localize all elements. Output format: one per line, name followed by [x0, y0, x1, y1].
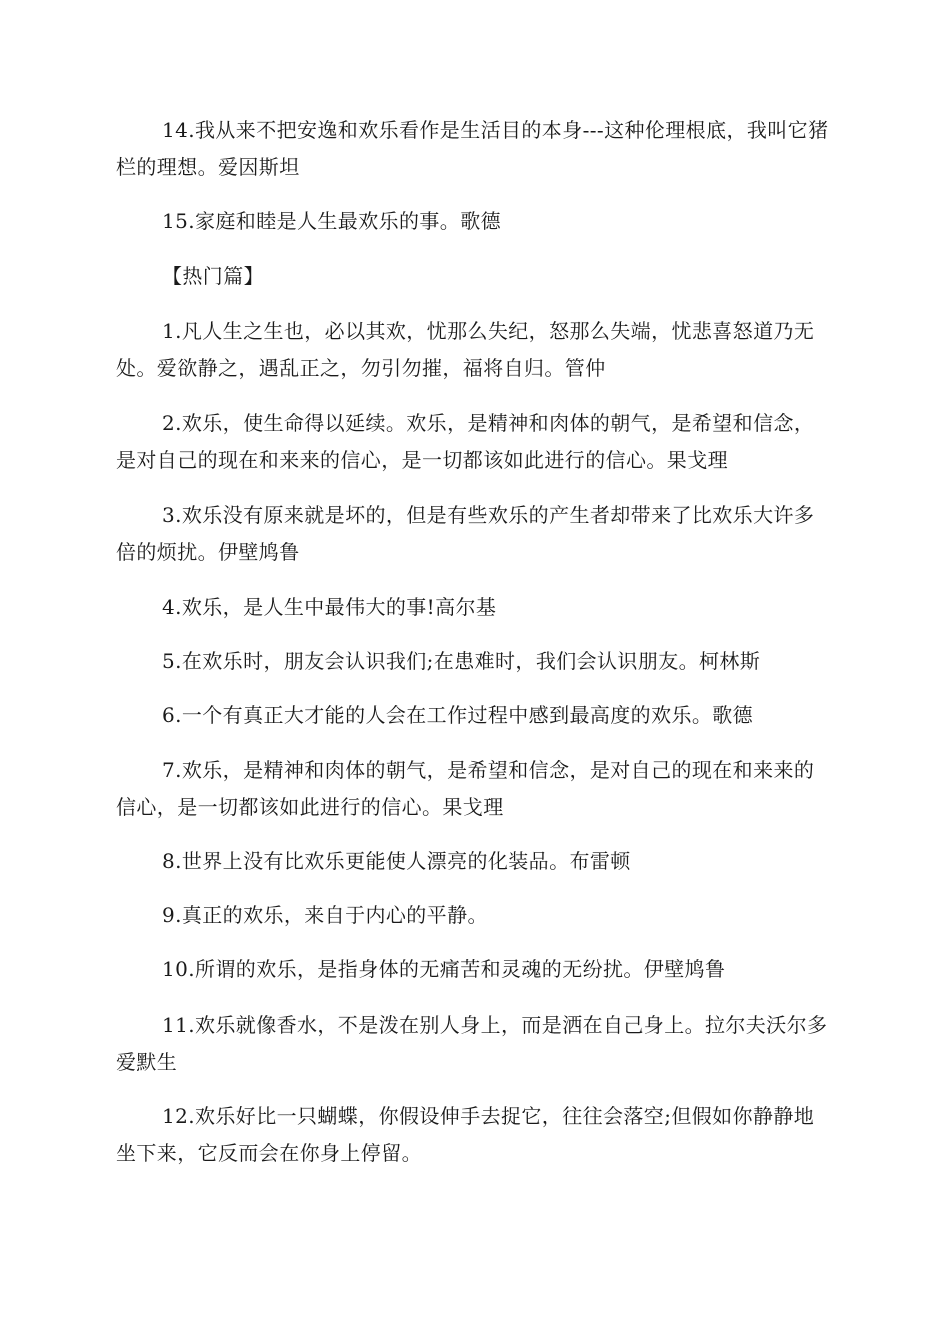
quote-1: 1.凡人生之生也，必以其欢，忧那么失纪，怒那么失端，忧悲喜怒道乃无处。爱欲静之，遇乱正之，勿引勿摧，福将自归。管仲 — [116, 319, 815, 380]
quote-9: 9.真正的欢乐，来自于内心的平静。 — [162, 903, 488, 927]
quote-2: 2.欢乐，使生命得以延续。欢乐，是精神和肉体的朝气，是希望和信念，是对自己的现在和来来的信心，是一切都该如此进行的信心。果戈理 — [116, 411, 815, 472]
quote-7: 7.欢乐，是精神和肉体的朝气，是希望和信念，是对自己的现在和来来的信心，是一切都该如此进行的信心。果戈理 — [116, 758, 815, 819]
quote-5: 5.在欢乐时，朋友会认识我们;在患难时，我们会认识朋友。柯林斯 — [162, 649, 761, 673]
quote-4: 4.欢乐，是人生中最伟大的事!高尔基 — [162, 595, 497, 619]
quote-12: 12.欢乐好比一只蝴蝶，你假设伸手去捉它，往往会落空;但假如你静静地坐下来，它反而会在你身上停留。 — [116, 1104, 815, 1165]
quote-3: 3.欢乐没有原来就是坏的，但是有些欢乐的产生者却带来了比欢乐大许多倍的烦扰。伊壁鸠鲁 — [116, 503, 815, 564]
quote-11: 11.欢乐就像香水，不是泼在别人身上，而是洒在自己身上。拉尔夫沃尔多爱默生 — [116, 1013, 828, 1074]
quote-10: 10.所谓的欢乐，是指身体的无痛苦和灵魂的无纷扰。伊壁鸠鲁 — [162, 957, 726, 981]
quote-8: 8.世界上没有比欢乐更能使人漂亮的化装品。布雷顿 — [162, 849, 631, 873]
quote-6: 6.一个有真正大才能的人会在工作过程中感到最高度的欢乐。歌德 — [162, 703, 754, 727]
section-heading-popular: 【热门篇】 — [162, 264, 264, 288]
quote-14: 14.我从来不把安逸和欢乐看作是生活目的本身---这种伦理根底，我叫它猪栏的理想。爱因斯坦 — [116, 118, 829, 179]
quote-15: 15.家庭和睦是人生最欢乐的事。歌德 — [162, 209, 502, 233]
